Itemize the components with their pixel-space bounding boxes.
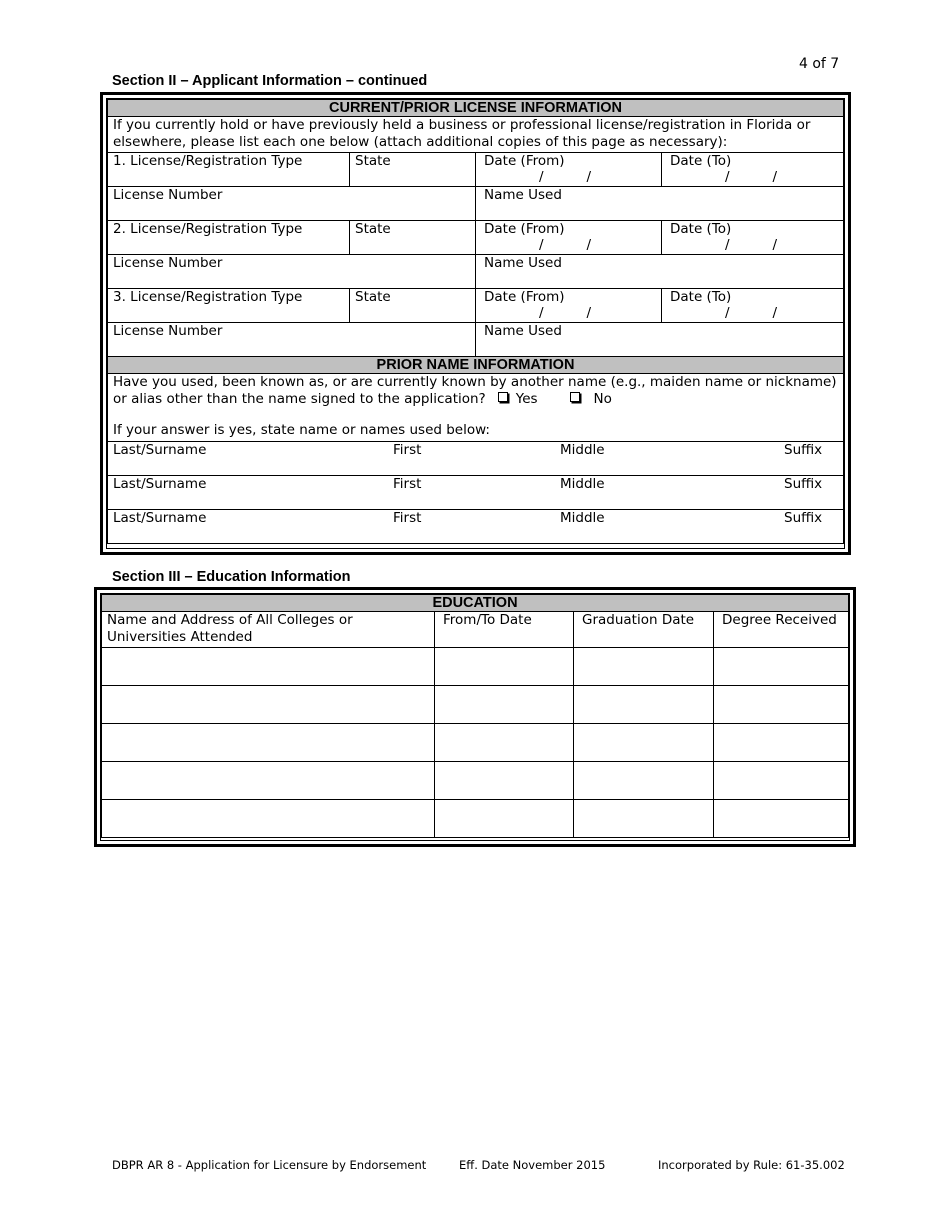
prior-name-instruction: If your answer is yes, state name or names used below: (113, 422, 490, 438)
license-row (108, 221, 844, 255)
school-cell[interactable] (102, 648, 435, 686)
graduation-cell[interactable] (574, 800, 714, 838)
date-to-label: Date (To) (670, 289, 732, 305)
education-row (102, 724, 849, 762)
no-label: No (593, 391, 612, 407)
education-header: EDUCATION (102, 595, 849, 612)
education-row (102, 648, 849, 686)
education-table-wrapper (100, 593, 850, 841)
prior-name-row[interactable] (108, 442, 844, 476)
education-row (102, 762, 849, 800)
education-row (102, 800, 849, 838)
date-from-field[interactable] (476, 289, 662, 323)
page-number: 4 of 7 (799, 56, 840, 72)
date-from-label: Date (From) (484, 153, 565, 169)
license-type-field[interactable] (108, 221, 350, 255)
degree-cell[interactable] (714, 686, 849, 724)
graduation-cell[interactable] (574, 686, 714, 724)
col-header-dates: From/To Date (435, 612, 574, 648)
name-used-field[interactable] (476, 323, 844, 357)
date-to-field[interactable] (662, 153, 844, 187)
license-info-header: CURRENT/PRIOR LICENSE INFORMATION (108, 100, 844, 117)
state-field[interactable] (350, 153, 476, 187)
dates-cell[interactable] (435, 762, 574, 800)
dates-cell[interactable] (435, 800, 574, 838)
suffix-label: Suffix (784, 442, 823, 458)
prior-name-question-cell (108, 374, 844, 442)
license-number-field[interactable] (108, 187, 476, 221)
license-type-field[interactable] (108, 153, 350, 187)
license-info-table (107, 99, 844, 544)
license-row (108, 289, 844, 323)
no-checkbox[interactable] (570, 392, 580, 402)
name-used-label: Name Used (484, 323, 562, 339)
col-header-graduation: Graduation Date (574, 612, 714, 648)
license-number-label: License Number (113, 255, 223, 271)
prior-name-question: Have you used, been known as, or are currently known by another name (e.g., maiden name or nickname) or alias other than the name signed to the application? (113, 374, 837, 407)
state-field[interactable] (350, 221, 476, 255)
surname-label: Last/Surname (113, 476, 207, 492)
name-used-label: Name Used (484, 187, 562, 203)
graduation-cell[interactable] (574, 762, 714, 800)
section-3-title: Section III – Education Information (112, 569, 351, 585)
date-to-slashes: / / (725, 305, 778, 321)
first-name-label: First (393, 510, 422, 526)
prior-name-row[interactable] (108, 510, 844, 544)
surname-label: Last/Surname (113, 510, 207, 526)
degree-cell[interactable] (714, 762, 849, 800)
date-to-label: Date (To) (670, 221, 732, 237)
date-to-slashes: / / (725, 237, 778, 253)
dates-cell[interactable] (435, 648, 574, 686)
date-from-slashes: / / (539, 237, 592, 253)
name-used-field[interactable] (476, 187, 844, 221)
dates-cell[interactable] (435, 724, 574, 762)
prior-name-row[interactable] (108, 476, 844, 510)
first-name-label: First (393, 476, 422, 492)
graduation-cell[interactable] (574, 648, 714, 686)
license-type-label: 3. License/Registration Type (113, 289, 303, 305)
surname-label: Last/Surname (113, 442, 207, 458)
middle-name-label: Middle (560, 442, 605, 458)
middle-name-label: Middle (560, 510, 605, 526)
school-cell[interactable] (102, 800, 435, 838)
prior-name-header: PRIOR NAME INFORMATION (108, 357, 844, 374)
state-label: State (355, 153, 391, 169)
col-header-school: Name and Address of All Colleges or Universities Attended (102, 612, 435, 648)
license-number-row (108, 187, 844, 221)
school-cell[interactable] (102, 686, 435, 724)
graduation-cell[interactable] (574, 724, 714, 762)
first-name-label: First (393, 442, 422, 458)
degree-cell[interactable] (714, 724, 849, 762)
date-to-label: Date (To) (670, 153, 732, 169)
date-from-label: Date (From) (484, 221, 565, 237)
footer-eff-date: Eff. Date November 2015 (459, 1158, 606, 1172)
footer-form-name: DBPR AR 8 - Application for Licensure by Endorsement (112, 1158, 427, 1172)
section-2-title: Section II – Applicant Information – continued (112, 73, 428, 89)
license-number-row (108, 323, 844, 357)
education-frame (94, 587, 856, 847)
state-label: State (355, 221, 391, 237)
license-type-label: 1. License/Registration Type (113, 153, 303, 169)
date-to-field[interactable] (662, 289, 844, 323)
date-from-field[interactable] (476, 221, 662, 255)
name-used-label: Name Used (484, 255, 562, 271)
license-type-field[interactable] (108, 289, 350, 323)
state-label: State (355, 289, 391, 305)
yes-checkbox[interactable] (498, 392, 508, 402)
license-intro-text: If you currently hold or have previously held a business or professional license/registration in Florida or elsewhere, please list each one below (attach additional copies of this page as necessary): (108, 117, 844, 153)
suffix-label: Suffix (784, 476, 823, 492)
yes-label: Yes (515, 391, 538, 407)
license-info-frame (100, 92, 851, 555)
date-from-slashes: / / (539, 305, 592, 321)
license-number-label: License Number (113, 187, 223, 203)
license-type-label: 2. License/Registration Type (113, 221, 303, 237)
state-field[interactable] (350, 289, 476, 323)
education-row (102, 686, 849, 724)
footer-rule: Incorporated by Rule: 61-35.002 (658, 1158, 845, 1172)
school-cell[interactable] (102, 724, 435, 762)
date-to-field[interactable] (662, 221, 844, 255)
col-header-degree: Degree Received (714, 612, 849, 648)
license-number-field[interactable] (108, 255, 476, 289)
date-from-slashes: / / (539, 169, 592, 185)
date-from-field[interactable] (476, 153, 662, 187)
education-table (101, 594, 849, 838)
license-row (108, 153, 844, 187)
date-to-slashes: / / (725, 169, 778, 185)
school-cell[interactable] (102, 762, 435, 800)
date-from-label: Date (From) (484, 289, 565, 305)
degree-cell[interactable] (714, 648, 849, 686)
middle-name-label: Middle (560, 476, 605, 492)
license-number-field[interactable] (108, 323, 476, 357)
dates-cell[interactable] (435, 686, 574, 724)
license-number-label: License Number (113, 323, 223, 339)
degree-cell[interactable] (714, 800, 849, 838)
suffix-label: Suffix (784, 510, 823, 526)
name-used-field[interactable] (476, 255, 844, 289)
license-info-table-wrapper (106, 98, 845, 549)
license-number-row (108, 255, 844, 289)
